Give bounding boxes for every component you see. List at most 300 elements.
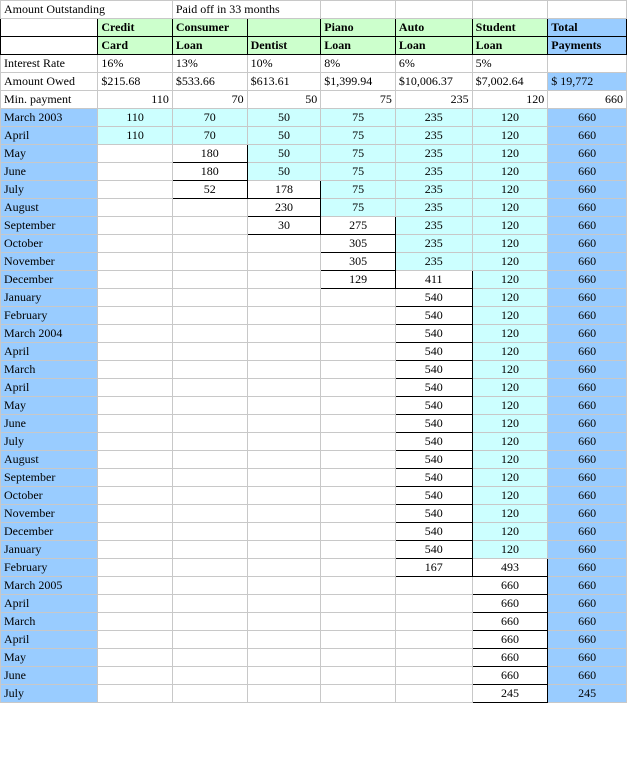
payment-cell[interactable] xyxy=(98,217,173,235)
column-header-line1[interactable]: Total xyxy=(548,19,627,37)
payment-cell[interactable]: 129 xyxy=(321,271,396,289)
month-label[interactable]: March xyxy=(1,361,98,379)
total-payment-cell[interactable]: 660 xyxy=(548,505,627,523)
payment-cell[interactable] xyxy=(321,469,396,487)
payment-cell[interactable] xyxy=(98,271,173,289)
payment-cell[interactable] xyxy=(172,469,247,487)
payment-cell[interactable] xyxy=(321,577,396,595)
payment-cell[interactable] xyxy=(321,433,396,451)
payment-cell[interactable] xyxy=(98,361,173,379)
payment-cell[interactable] xyxy=(172,505,247,523)
payment-cell[interactable] xyxy=(247,397,321,415)
month-label[interactable]: March 2004 xyxy=(1,325,98,343)
payment-cell[interactable] xyxy=(98,199,173,217)
payment-cell[interactable] xyxy=(98,253,173,271)
payment-cell[interactable] xyxy=(321,379,396,397)
month-label[interactable]: March 2003 xyxy=(1,109,98,127)
payment-cell[interactable] xyxy=(247,361,321,379)
payment-cell[interactable] xyxy=(247,415,321,433)
payment-cell[interactable]: 120 xyxy=(472,415,548,433)
payment-cell[interactable]: 52 xyxy=(172,181,247,199)
total-payment-cell[interactable]: 660 xyxy=(548,523,627,541)
payment-cell[interactable] xyxy=(98,451,173,469)
column-header-line2[interactable]: Loan xyxy=(321,37,396,55)
payment-cell[interactable]: 305 xyxy=(321,235,396,253)
month-label[interactable]: July xyxy=(1,181,98,199)
month-label[interactable]: April xyxy=(1,595,98,613)
column-header-line2[interactable]: Loan xyxy=(472,37,548,55)
min-payment-cell[interactable]: 70 xyxy=(172,91,247,109)
payment-cell[interactable] xyxy=(98,505,173,523)
column-header-line1[interactable]: Piano xyxy=(321,19,396,37)
payment-cell[interactable] xyxy=(98,613,173,631)
total-payment-cell[interactable]: 660 xyxy=(548,163,627,181)
month-label[interactable]: March xyxy=(1,613,98,631)
payment-cell[interactable]: 50 xyxy=(247,127,321,145)
payment-cell[interactable] xyxy=(172,631,247,649)
payment-cell[interactable]: 75 xyxy=(321,109,396,127)
interest-rate-cell[interactable]: 13% xyxy=(172,55,247,73)
payment-cell[interactable]: 660 xyxy=(472,613,548,631)
interest-rate-cell[interactable]: 10% xyxy=(247,55,321,73)
payment-cell[interactable]: 120 xyxy=(472,505,548,523)
payment-cell[interactable] xyxy=(321,361,396,379)
payment-cell[interactable]: 120 xyxy=(472,307,548,325)
empty-cell[interactable] xyxy=(472,1,548,19)
payment-cell[interactable] xyxy=(172,235,247,253)
payment-cell[interactable] xyxy=(98,523,173,541)
payment-cell[interactable]: 235 xyxy=(395,181,472,199)
payment-cell[interactable] xyxy=(98,163,173,181)
column-header-line2[interactable]: Loan xyxy=(172,37,247,55)
payment-cell[interactable]: 75 xyxy=(321,181,396,199)
payment-cell[interactable]: 180 xyxy=(172,145,247,163)
month-label[interactable]: June xyxy=(1,667,98,685)
min-payment-cell[interactable]: 660 xyxy=(548,91,627,109)
payment-cell[interactable]: 540 xyxy=(395,541,472,559)
payment-cell[interactable] xyxy=(321,613,396,631)
payment-cell[interactable] xyxy=(98,307,173,325)
payment-cell[interactable] xyxy=(172,415,247,433)
total-payment-cell[interactable]: 660 xyxy=(548,649,627,667)
payment-cell[interactable] xyxy=(98,181,173,199)
payment-cell[interactable]: 120 xyxy=(472,145,548,163)
month-label[interactable]: April xyxy=(1,127,98,145)
total-payment-cell[interactable]: 660 xyxy=(548,343,627,361)
payment-cell[interactable]: 120 xyxy=(472,451,548,469)
payment-cell[interactable]: 180 xyxy=(172,163,247,181)
payment-cell[interactable] xyxy=(98,559,173,577)
month-label[interactable]: December xyxy=(1,523,98,541)
month-label[interactable]: January xyxy=(1,541,98,559)
payment-cell[interactable] xyxy=(172,217,247,235)
month-label[interactable]: August xyxy=(1,451,98,469)
payment-cell[interactable] xyxy=(247,541,321,559)
payment-cell[interactable]: 120 xyxy=(472,469,548,487)
header-corner[interactable] xyxy=(1,19,98,37)
total-payment-cell[interactable]: 660 xyxy=(548,487,627,505)
payment-cell[interactable] xyxy=(172,685,247,703)
column-header-line1[interactable] xyxy=(247,19,321,37)
column-header-line2[interactable]: Loan xyxy=(395,37,472,55)
total-payment-cell[interactable]: 660 xyxy=(548,595,627,613)
empty-cell[interactable] xyxy=(548,55,627,73)
column-header-line1[interactable]: Consumer xyxy=(172,19,247,37)
payment-cell[interactable] xyxy=(98,343,173,361)
payment-cell[interactable] xyxy=(321,451,396,469)
amount-owed-total[interactable]: $ 19,772 xyxy=(548,73,627,91)
payment-cell[interactable] xyxy=(172,361,247,379)
payment-cell[interactable] xyxy=(321,415,396,433)
payment-cell[interactable] xyxy=(247,307,321,325)
total-payment-cell[interactable]: 660 xyxy=(548,361,627,379)
payment-cell[interactable]: 120 xyxy=(472,541,548,559)
payment-cell[interactable] xyxy=(395,649,472,667)
payment-cell[interactable] xyxy=(395,685,472,703)
month-label[interactable]: February xyxy=(1,307,98,325)
payment-cell[interactable] xyxy=(247,343,321,361)
interest-rate-cell[interactable]: 16% xyxy=(98,55,173,73)
payment-cell[interactable]: 120 xyxy=(472,163,548,181)
total-payment-cell[interactable]: 660 xyxy=(548,289,627,307)
payment-cell[interactable]: 75 xyxy=(321,127,396,145)
payment-cell[interactable] xyxy=(247,685,321,703)
payment-cell[interactable] xyxy=(247,253,321,271)
payment-cell[interactable] xyxy=(247,433,321,451)
month-label[interactable]: April xyxy=(1,379,98,397)
month-label[interactable]: June xyxy=(1,163,98,181)
total-payment-cell[interactable]: 660 xyxy=(548,559,627,577)
payment-cell[interactable]: 120 xyxy=(472,325,548,343)
payment-cell[interactable]: 660 xyxy=(472,649,548,667)
payment-cell[interactable]: 167 xyxy=(395,559,472,577)
payment-cell[interactable] xyxy=(247,631,321,649)
payment-cell[interactable] xyxy=(395,595,472,613)
payment-cell[interactable] xyxy=(98,469,173,487)
payment-cell[interactable]: 120 xyxy=(472,181,548,199)
column-header-line1[interactable]: Auto xyxy=(395,19,472,37)
payment-cell[interactable]: 275 xyxy=(321,217,396,235)
amount-owed-cell[interactable]: $533.66 xyxy=(172,73,247,91)
total-payment-cell[interactable]: 660 xyxy=(548,217,627,235)
payment-cell[interactable] xyxy=(98,649,173,667)
total-payment-cell[interactable]: 660 xyxy=(548,235,627,253)
payment-cell[interactable] xyxy=(395,613,472,631)
payment-cell[interactable] xyxy=(172,397,247,415)
payment-cell[interactable]: 540 xyxy=(395,469,472,487)
payment-cell[interactable] xyxy=(321,289,396,307)
month-label[interactable]: November xyxy=(1,505,98,523)
payment-cell[interactable] xyxy=(172,595,247,613)
payment-cell[interactable]: 411 xyxy=(395,271,472,289)
amount-owed-label[interactable]: Amount Owed xyxy=(1,73,98,91)
min-payment-cell[interactable]: 110 xyxy=(98,91,173,109)
payment-cell[interactable] xyxy=(247,505,321,523)
payment-cell[interactable]: 660 xyxy=(472,667,548,685)
empty-cell[interactable] xyxy=(395,1,472,19)
month-label[interactable]: January xyxy=(1,289,98,307)
payment-cell[interactable] xyxy=(321,325,396,343)
payment-cell[interactable]: 660 xyxy=(472,631,548,649)
sheet-title[interactable]: Amount Outstanding xyxy=(1,1,173,19)
payment-cell[interactable]: 70 xyxy=(172,109,247,127)
payment-cell[interactable]: 540 xyxy=(395,487,472,505)
month-label[interactable]: November xyxy=(1,253,98,271)
payment-cell[interactable]: 120 xyxy=(472,253,548,271)
payment-cell[interactable]: 120 xyxy=(472,487,548,505)
payment-cell[interactable]: 75 xyxy=(321,145,396,163)
payment-cell[interactable]: 540 xyxy=(395,307,472,325)
payment-cell[interactable] xyxy=(98,415,173,433)
payment-cell[interactable] xyxy=(247,523,321,541)
total-payment-cell[interactable]: 660 xyxy=(548,253,627,271)
month-label[interactable]: July xyxy=(1,433,98,451)
total-payment-cell[interactable]: 660 xyxy=(548,577,627,595)
payment-cell[interactable] xyxy=(172,199,247,217)
payment-cell[interactable]: 540 xyxy=(395,361,472,379)
payment-cell[interactable]: 120 xyxy=(472,127,548,145)
month-label[interactable]: September xyxy=(1,469,98,487)
total-payment-cell[interactable]: 660 xyxy=(548,181,627,199)
payment-cell[interactable]: 110 xyxy=(98,109,173,127)
total-payment-cell[interactable]: 660 xyxy=(548,631,627,649)
month-label[interactable]: October xyxy=(1,235,98,253)
payment-cell[interactable] xyxy=(247,613,321,631)
total-payment-cell[interactable]: 660 xyxy=(548,469,627,487)
payment-cell[interactable] xyxy=(247,649,321,667)
interest-rate-cell[interactable]: 6% xyxy=(395,55,472,73)
payment-cell[interactable]: 235 xyxy=(395,163,472,181)
payment-cell[interactable]: 540 xyxy=(395,343,472,361)
payment-cell[interactable] xyxy=(172,523,247,541)
month-label[interactable]: April xyxy=(1,343,98,361)
payment-cell[interactable]: 540 xyxy=(395,289,472,307)
month-label[interactable]: December xyxy=(1,271,98,289)
payment-cell[interactable]: 660 xyxy=(472,577,548,595)
total-payment-cell[interactable]: 660 xyxy=(548,613,627,631)
total-payment-cell[interactable]: 660 xyxy=(548,433,627,451)
payment-cell[interactable] xyxy=(172,433,247,451)
payment-cell[interactable] xyxy=(98,433,173,451)
total-payment-cell[interactable]: 660 xyxy=(548,271,627,289)
payment-cell[interactable] xyxy=(247,325,321,343)
total-payment-cell[interactable]: 660 xyxy=(548,415,627,433)
column-header-line1[interactable]: Credit xyxy=(98,19,173,37)
payment-cell[interactable]: 70 xyxy=(172,127,247,145)
payment-cell[interactable] xyxy=(98,397,173,415)
payment-cell[interactable]: 540 xyxy=(395,325,472,343)
payment-cell[interactable] xyxy=(172,667,247,685)
payment-cell[interactable]: 540 xyxy=(395,523,472,541)
amount-owed-cell[interactable]: $10,006.37 xyxy=(395,73,472,91)
column-header-line2[interactable]: Dentist xyxy=(247,37,321,55)
payment-cell[interactable] xyxy=(321,523,396,541)
payment-cell[interactable]: 305 xyxy=(321,253,396,271)
amount-owed-cell[interactable]: $613.61 xyxy=(247,73,321,91)
month-label[interactable]: April xyxy=(1,631,98,649)
payment-cell[interactable] xyxy=(247,451,321,469)
total-payment-cell[interactable]: 245 xyxy=(548,685,627,703)
month-label[interactable]: October xyxy=(1,487,98,505)
payment-cell[interactable] xyxy=(98,487,173,505)
payment-cell[interactable]: 235 xyxy=(395,235,472,253)
payment-cell[interactable] xyxy=(321,631,396,649)
payment-cell[interactable]: 235 xyxy=(395,109,472,127)
payment-cell[interactable] xyxy=(395,577,472,595)
payment-cell[interactable]: 120 xyxy=(472,523,548,541)
payment-cell[interactable] xyxy=(98,145,173,163)
payment-cell[interactable]: 120 xyxy=(472,343,548,361)
total-payment-cell[interactable]: 660 xyxy=(548,325,627,343)
payment-cell[interactable] xyxy=(172,541,247,559)
payment-cell[interactable] xyxy=(172,307,247,325)
payment-cell[interactable]: 120 xyxy=(472,271,548,289)
payment-cell[interactable] xyxy=(247,469,321,487)
payment-cell[interactable]: 235 xyxy=(395,217,472,235)
payment-cell[interactable]: 120 xyxy=(472,361,548,379)
payment-cell[interactable]: 230 xyxy=(247,199,321,217)
payment-cell[interactable] xyxy=(247,235,321,253)
column-header-line2[interactable]: Card xyxy=(98,37,173,55)
payment-cell[interactable]: 235 xyxy=(395,127,472,145)
payment-cell[interactable] xyxy=(247,559,321,577)
payment-cell[interactable]: 235 xyxy=(395,145,472,163)
month-label[interactable]: March 2005 xyxy=(1,577,98,595)
payment-cell[interactable] xyxy=(172,325,247,343)
payment-cell[interactable]: 120 xyxy=(472,379,548,397)
payment-cell[interactable]: 540 xyxy=(395,451,472,469)
payment-cell[interactable]: 120 xyxy=(472,199,548,217)
interest-rate-label[interactable]: Interest Rate xyxy=(1,55,98,73)
payment-cell[interactable] xyxy=(321,343,396,361)
payment-cell[interactable]: 540 xyxy=(395,433,472,451)
payment-cell[interactable] xyxy=(98,289,173,307)
payment-cell[interactable]: 120 xyxy=(472,217,548,235)
payment-cell[interactable] xyxy=(172,451,247,469)
payment-cell[interactable]: 75 xyxy=(321,163,396,181)
payment-cell[interactable]: 30 xyxy=(247,217,321,235)
payment-cell[interactable] xyxy=(98,595,173,613)
month-label[interactable]: September xyxy=(1,217,98,235)
month-label[interactable]: May xyxy=(1,649,98,667)
payment-cell[interactable]: 120 xyxy=(472,397,548,415)
month-label[interactable]: February xyxy=(1,559,98,577)
month-label[interactable]: May xyxy=(1,145,98,163)
min-payment-cell[interactable]: 235 xyxy=(395,91,472,109)
payment-cell[interactable]: 120 xyxy=(472,235,548,253)
payment-cell[interactable] xyxy=(172,271,247,289)
payment-cell[interactable]: 540 xyxy=(395,415,472,433)
column-header-line2[interactable]: Payments xyxy=(548,37,627,55)
payment-cell[interactable] xyxy=(321,649,396,667)
payment-cell[interactable]: 178 xyxy=(247,181,321,199)
payment-cell[interactable] xyxy=(321,667,396,685)
payment-cell[interactable]: 50 xyxy=(247,163,321,181)
payment-cell[interactable] xyxy=(321,505,396,523)
payment-cell[interactable]: 245 xyxy=(472,685,548,703)
interest-rate-cell[interactable]: 8% xyxy=(321,55,396,73)
min-payment-label[interactable]: Min. payment xyxy=(1,91,98,109)
total-payment-cell[interactable]: 660 xyxy=(548,667,627,685)
payment-cell[interactable]: 493 xyxy=(472,559,548,577)
payment-cell[interactable]: 50 xyxy=(247,109,321,127)
payment-cell[interactable] xyxy=(98,541,173,559)
amount-owed-cell[interactable]: $7,002.64 xyxy=(472,73,548,91)
min-payment-cell[interactable]: 120 xyxy=(472,91,548,109)
payment-cell[interactable] xyxy=(247,667,321,685)
amount-owed-cell[interactable]: $1,399.94 xyxy=(321,73,396,91)
payment-cell[interactable] xyxy=(321,397,396,415)
payment-cell[interactable] xyxy=(98,631,173,649)
payment-cell[interactable]: 540 xyxy=(395,397,472,415)
payment-cell[interactable]: 75 xyxy=(321,199,396,217)
total-payment-cell[interactable]: 660 xyxy=(548,145,627,163)
payment-cell[interactable]: 660 xyxy=(472,595,548,613)
total-payment-cell[interactable]: 660 xyxy=(548,541,627,559)
payment-cell[interactable]: 540 xyxy=(395,379,472,397)
payment-cell[interactable] xyxy=(321,541,396,559)
payment-cell[interactable]: 540 xyxy=(395,505,472,523)
payment-cell[interactable] xyxy=(172,253,247,271)
payment-cell[interactable] xyxy=(395,667,472,685)
month-label[interactable]: May xyxy=(1,397,98,415)
payment-cell[interactable] xyxy=(321,685,396,703)
payment-cell[interactable] xyxy=(172,577,247,595)
payment-cell[interactable] xyxy=(172,343,247,361)
payment-cell[interactable] xyxy=(98,577,173,595)
payment-cell[interactable] xyxy=(98,667,173,685)
payment-cell[interactable] xyxy=(98,235,173,253)
payment-cell[interactable] xyxy=(98,379,173,397)
payment-cell[interactable] xyxy=(98,325,173,343)
payment-cell[interactable]: 50 xyxy=(247,145,321,163)
total-payment-cell[interactable]: 660 xyxy=(548,127,627,145)
payment-cell[interactable] xyxy=(247,577,321,595)
payment-cell[interactable] xyxy=(172,559,247,577)
total-payment-cell[interactable]: 660 xyxy=(548,379,627,397)
payment-cell[interactable] xyxy=(172,613,247,631)
payment-cell[interactable] xyxy=(247,289,321,307)
payment-cell[interactable]: 235 xyxy=(395,199,472,217)
payment-cell[interactable] xyxy=(172,487,247,505)
total-payment-cell[interactable]: 660 xyxy=(548,451,627,469)
min-payment-cell[interactable]: 50 xyxy=(247,91,321,109)
payment-cell[interactable] xyxy=(321,595,396,613)
payment-cell[interactable]: 120 xyxy=(472,109,548,127)
total-payment-cell[interactable]: 660 xyxy=(548,397,627,415)
payment-cell[interactable] xyxy=(321,487,396,505)
total-payment-cell[interactable]: 660 xyxy=(548,199,627,217)
payment-cell[interactable] xyxy=(321,307,396,325)
payment-cell[interactable] xyxy=(172,649,247,667)
month-label[interactable]: July xyxy=(1,685,98,703)
total-payment-cell[interactable]: 660 xyxy=(548,109,627,127)
payment-cell[interactable] xyxy=(395,631,472,649)
payment-cell[interactable] xyxy=(247,595,321,613)
payment-cell[interactable]: 110 xyxy=(98,127,173,145)
empty-cell[interactable] xyxy=(321,1,396,19)
payment-cell[interactable] xyxy=(172,289,247,307)
min-payment-cell[interactable]: 75 xyxy=(321,91,396,109)
empty-cell[interactable] xyxy=(548,1,627,19)
payment-cell[interactable] xyxy=(247,271,321,289)
payment-cell[interactable]: 120 xyxy=(472,433,548,451)
interest-rate-cell[interactable]: 5% xyxy=(472,55,548,73)
amount-owed-cell[interactable]: $215.68 xyxy=(98,73,173,91)
payment-cell[interactable] xyxy=(247,487,321,505)
month-label[interactable]: August xyxy=(1,199,98,217)
header-corner[interactable] xyxy=(1,37,98,55)
